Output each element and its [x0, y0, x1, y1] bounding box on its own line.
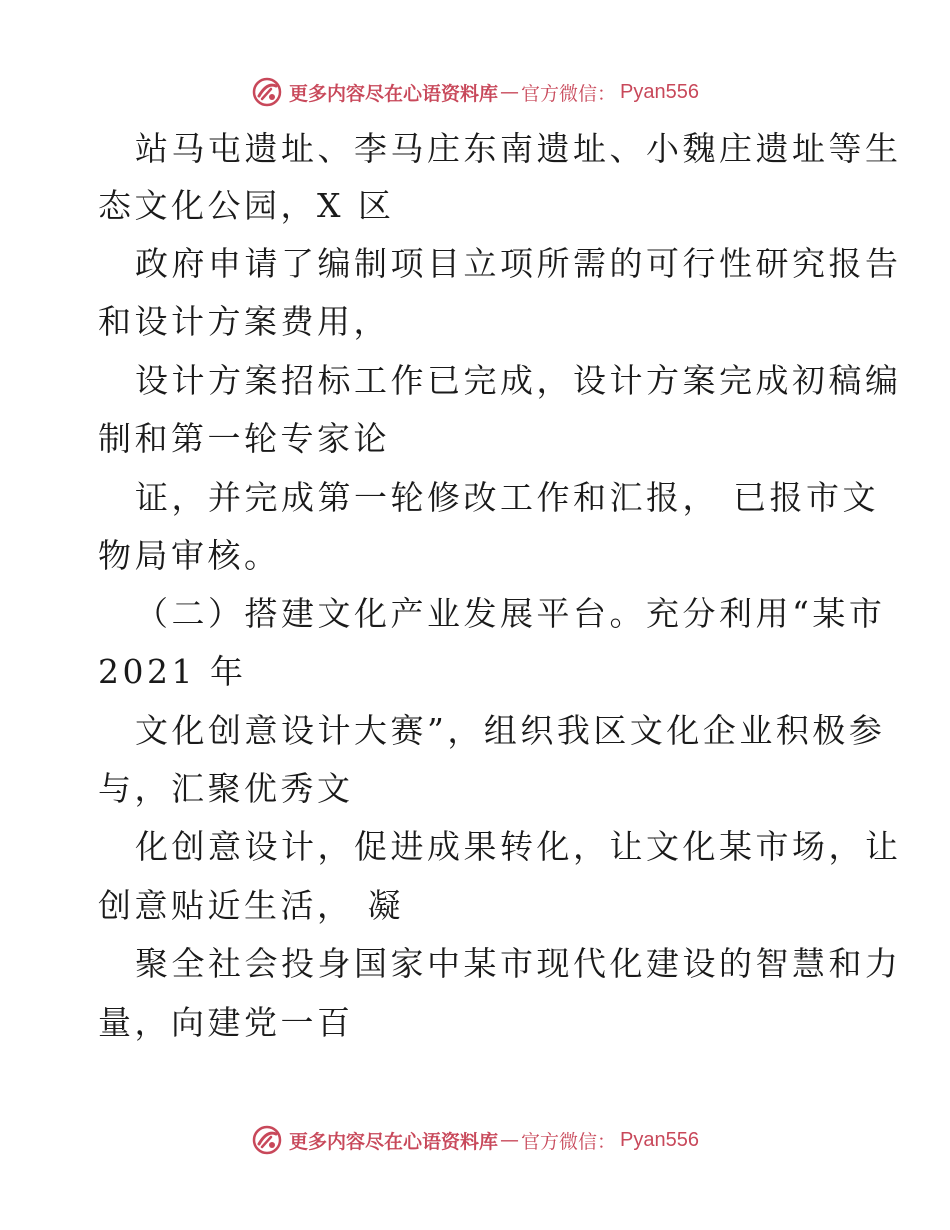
body-line: 制和第一轮专家论 [98, 419, 390, 458]
banner-title: 更多内容尽在心语资料库 [289, 82, 499, 105]
body-line: 和设计方案费用， [98, 302, 390, 341]
body-line: 创意贴近生活， 凝 [98, 886, 404, 925]
body-line: 文化创意设计大赛”，组织我区文化企业积极参 [135, 711, 886, 750]
header-watermark-banner [0, 72, 950, 112]
body-line: 与，汇聚优秀文 [98, 769, 354, 808]
body-line: 证，并完成第一轮修改工作和汇报， 已报市文 [135, 478, 879, 517]
banner-wechat-label: 官方微信： [521, 82, 617, 105]
banner-wechat-id: Pyan556 [620, 80, 699, 103]
footer-watermark-banner [0, 1120, 950, 1160]
body-line: 态文化公园，X 区 [98, 186, 395, 225]
banner-dash: — [500, 1129, 520, 1151]
banner-title: 更多内容尽在心语资料库 [289, 1130, 499, 1153]
banner-wechat-label: 官方微信： [521, 1130, 617, 1153]
body-line: 站马屯遗址、李马庄东南遗址、小魏庄遗址等生 [135, 129, 902, 168]
body-line: 聚全社会投身国家中某市现代化建设的智慧和力 [135, 944, 902, 983]
body-line: 设计方案招标工作已完成，设计方案完成初稿编 [135, 361, 902, 400]
body-line: 政府申请了编制项目立项所需的可行性研究报告 [135, 244, 902, 283]
banner-wechat-id: Pyan556 [620, 1128, 699, 1151]
body-line: 量，向建党一百 [98, 1003, 354, 1042]
body-line: 2021 年 [98, 652, 247, 691]
logo-icon [251, 76, 283, 108]
banner-dash: — [500, 81, 520, 103]
logo-icon [251, 1124, 283, 1156]
body-line: 化创意设计，促进成果转化，让文化某市场，让 [135, 827, 902, 866]
body-line: 物局审核。 [98, 536, 281, 575]
body-line: （二）搭建文化产业发展平台。充分利用“某市 [135, 594, 886, 633]
